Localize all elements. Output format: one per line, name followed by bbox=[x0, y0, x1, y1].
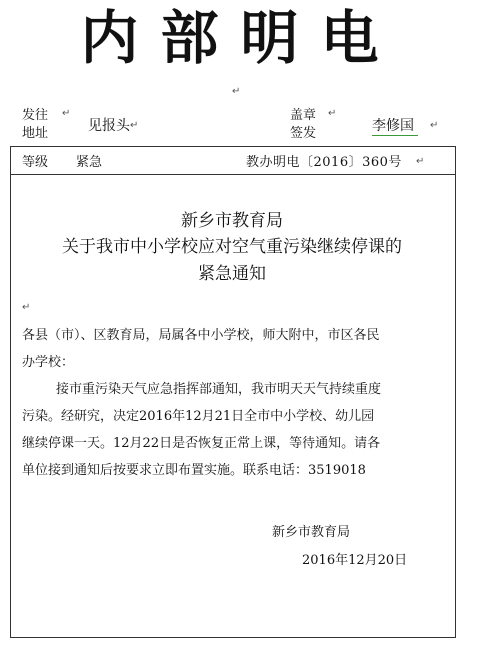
document-number: 教办明电〔2016〕360号 bbox=[246, 155, 402, 170]
signer-underline bbox=[372, 135, 418, 136]
heading-line-1: 新乡市教育局 bbox=[181, 211, 283, 231]
seal-label-2: 签发 bbox=[290, 126, 317, 141]
paragraph-mark: ↵ bbox=[328, 108, 337, 119]
grade-value: 紧急 bbox=[76, 155, 103, 170]
paragraph-mark: ↵ bbox=[22, 302, 31, 313]
signature-date: 2016年12月20日 bbox=[302, 553, 408, 568]
sender-label-2: 地址 bbox=[22, 126, 49, 141]
salutation-line-2: 办学校： bbox=[22, 355, 75, 370]
body-line-4: 单位接到通知后按要求立即布置实施。联系电话：3519018 bbox=[22, 463, 366, 478]
paragraph-mark: ↵ bbox=[416, 156, 425, 167]
signer-name: 李修国 bbox=[372, 118, 414, 134]
frame-divider bbox=[10, 174, 455, 175]
salutation-line-1: 各县（市）、区教育局，局属各中小学校，师大附中，市区各民 bbox=[22, 328, 380, 343]
paragraph-mark: ↵ bbox=[232, 86, 241, 97]
body-line-3: 继续停课一天。12月22日是否恢复正常上课，等待通知。请各 bbox=[22, 436, 381, 451]
paragraph-mark: ↵ bbox=[430, 120, 439, 131]
document-title: 内部明电 bbox=[80, 4, 401, 72]
grade-label: 等级 bbox=[22, 155, 49, 170]
sender-label-1: 发往 bbox=[22, 108, 49, 123]
body-line-1: 接市重污染天气应急指挥部通知，我市明天天气持续重度 bbox=[56, 382, 382, 397]
paragraph-mark: ↵ bbox=[130, 120, 139, 131]
seal-label-1: 盖章 bbox=[290, 108, 317, 123]
paragraph-mark: ↵ bbox=[62, 108, 71, 119]
body-line-2: 污染。经研究，决定2016年12月21日全市中小学校、幼儿园 bbox=[22, 409, 375, 424]
heading-line-3: 紧急通知 bbox=[198, 264, 266, 284]
heading-line-2: 关于我市中小学校应对空气重污染继续停课的 bbox=[62, 237, 402, 257]
signature-org: 新乡市教育局 bbox=[272, 525, 351, 540]
sender-value: 见报头 bbox=[88, 118, 130, 134]
